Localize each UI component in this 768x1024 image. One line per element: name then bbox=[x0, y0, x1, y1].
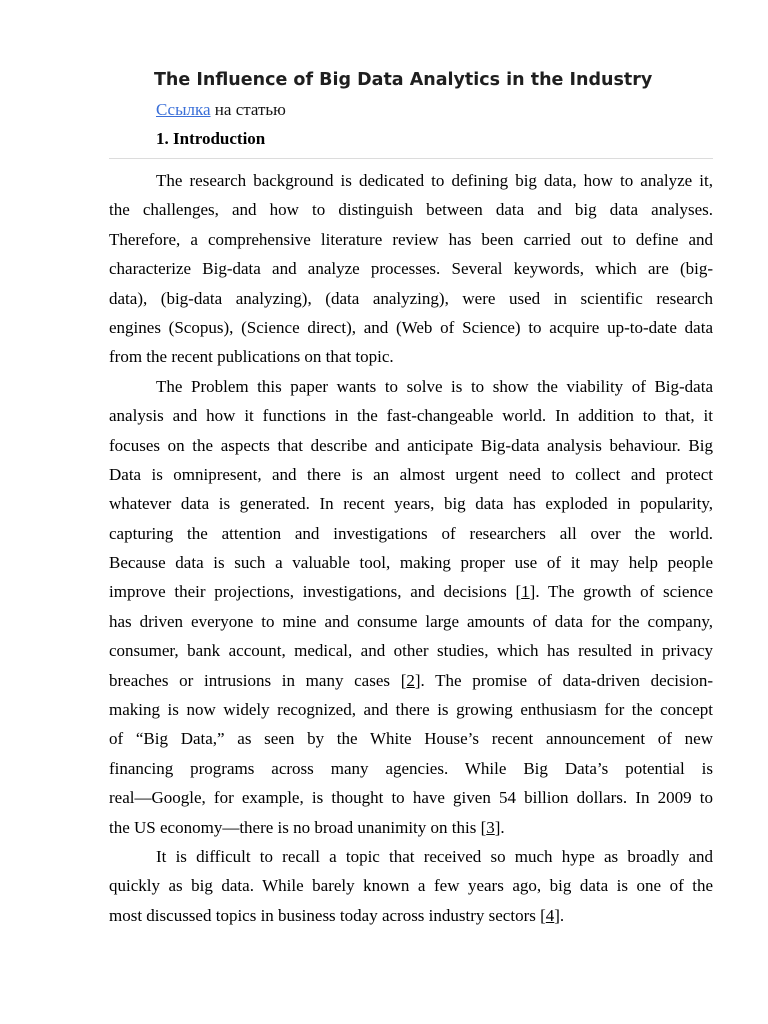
text-segment: ]. bbox=[494, 817, 505, 837]
text-line: making is now widely recognized, and there is growing enthusiasm for the concept bbox=[109, 700, 713, 720]
text-segment: breaches or intrusions in many cases [ bbox=[109, 670, 407, 690]
text-line: capturing the attention and investigations of researchers all over the world. bbox=[109, 523, 713, 543]
text-line: whatever data is generated. In recent years, big data has exploded in popularity, bbox=[109, 494, 713, 514]
text-segment: improve their projections, investigations, and decisions [ bbox=[109, 582, 522, 602]
text-line-with-citation bbox=[109, 901, 713, 930]
citation-link-1[interactable]: 1 bbox=[521, 582, 530, 602]
article-body bbox=[109, 166, 713, 930]
text-line-with-citation bbox=[109, 577, 713, 606]
page-title: The Influence of Big Data Analytics in the Industry bbox=[154, 70, 653, 90]
citation-link-4[interactable]: 4 bbox=[545, 905, 555, 925]
paragraph-1 bbox=[109, 166, 713, 372]
text-line: quickly as big data. While barely known a few years ago, big data is one of the bbox=[109, 876, 713, 896]
text-line: has driven everyone to mine and consume large amounts of data for the company, bbox=[109, 611, 713, 631]
text-line-with-citation bbox=[109, 813, 713, 842]
text-line: characterize Big-data and analyze processes. Several keywords, which are (big- bbox=[109, 259, 713, 279]
text-line: engines (Scopus), (Science direct), and (Web of Science) to acquire up-to-date data bbox=[109, 317, 713, 337]
text-line: focuses on the aspects that describe and anticipate Big-data analysis behaviour. Big bbox=[109, 435, 713, 455]
text-line: Because data is such a valuable tool, making proper use of it may help people bbox=[109, 553, 713, 573]
article-link[interactable]: Ссылка bbox=[156, 100, 211, 119]
article-link-line bbox=[156, 99, 286, 121]
text-line: The Problem this paper wants to solve is to show the viability of Big-data bbox=[156, 376, 713, 396]
text-line: real—Google, for example, is thought to have given 54 billion dollars. In 2009 to bbox=[109, 788, 713, 808]
text-segment: most discussed topics in business today across industry sectors [ bbox=[109, 905, 546, 925]
article-link-suffix: на статью bbox=[210, 100, 286, 119]
text-line: The research background is dedicated to defining big data, how to analyze it, bbox=[156, 171, 713, 190]
section-heading: 1. Introduction bbox=[156, 129, 266, 148]
divider bbox=[109, 158, 713, 159]
text-segment: ]. The growth of science bbox=[529, 582, 713, 602]
citation-link-2[interactable]: 2 bbox=[406, 670, 415, 690]
text-line: the challenges, and how to distinguish between data and big data analyses. bbox=[109, 200, 713, 220]
text-line: consumer, bank account, medical, and other studies, which has resulted in privacy bbox=[109, 641, 713, 661]
text-line: data), (big-data analyzing), (data analyzing), were used in scientific research bbox=[109, 288, 713, 308]
text-line: Data is omnipresent, and there is an almost urgent need to collect and protect bbox=[109, 464, 713, 484]
text-line: analysis and how it functions in the fast-changeable world. In addition to that, it bbox=[109, 406, 713, 426]
paragraph-2 bbox=[109, 372, 713, 842]
text-segment: ]. The promise of data-driven decision- bbox=[414, 670, 714, 690]
paragraph-3 bbox=[109, 842, 713, 930]
text-segment: ]. bbox=[554, 905, 565, 925]
text-line: from the recent publications on that topic. bbox=[109, 347, 394, 367]
citation-link-3[interactable]: 3 bbox=[486, 817, 495, 837]
text-line: Therefore, a comprehensive literature review has been carried out to define and bbox=[109, 229, 713, 249]
text-line-with-citation bbox=[109, 666, 713, 695]
text-line: financing programs across many agencies. While Big Data’s potential is bbox=[109, 758, 713, 778]
text-line: It is difficult to recall a topic that received so much hype as broadly and bbox=[156, 846, 713, 866]
text-line: of “Big Data,” as seen by the White House’s recent announcement of new bbox=[109, 729, 713, 749]
text-segment: the US economy—there is no broad unanimity on this [ bbox=[109, 817, 487, 837]
